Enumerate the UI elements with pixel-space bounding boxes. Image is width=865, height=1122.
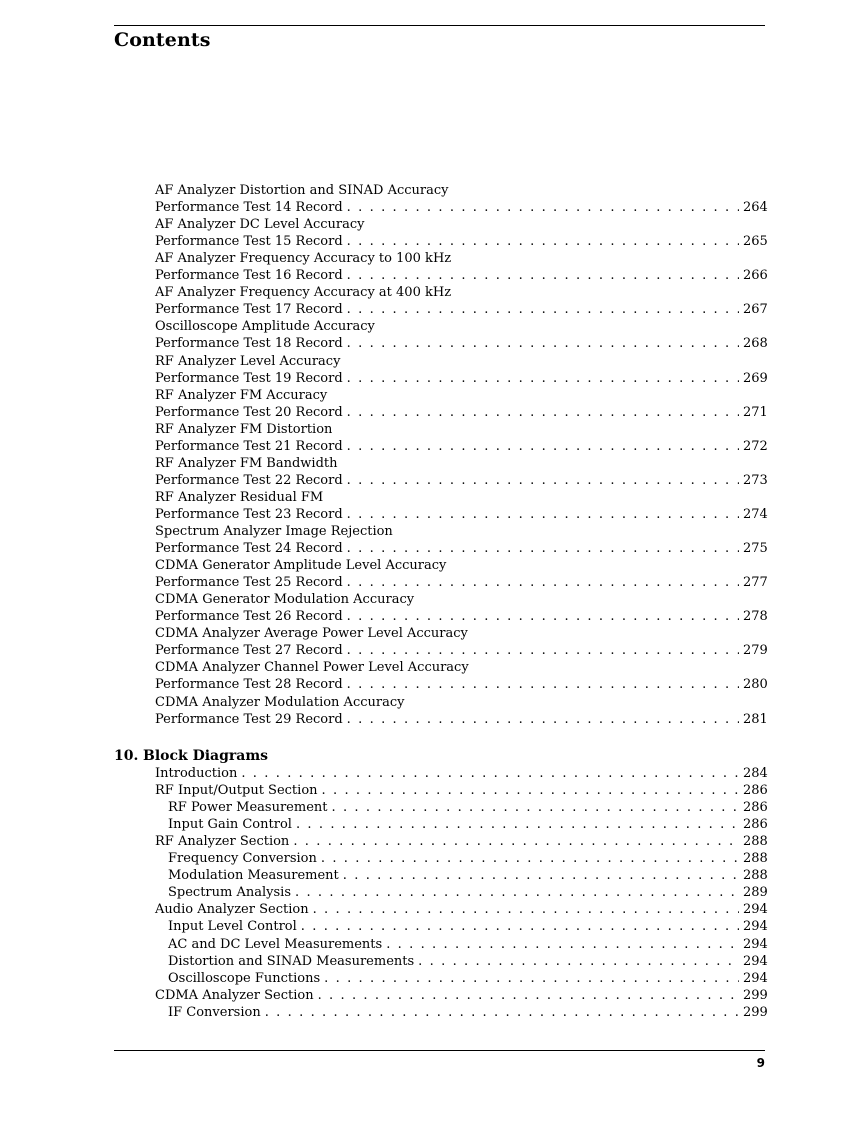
dot-leader [343,867,739,884]
toc-subsection-entry[interactable] [168,799,768,816]
toc-section-title[interactable]: AF Analyzer Distortion and SINAD Accuracy [155,183,449,198]
toc-entry-label: IF Conversion [168,1004,261,1020]
toc-section-entry[interactable] [155,765,768,782]
header-rule [114,25,765,26]
toc-section-title[interactable]: AF Analyzer Frequency Accuracy at 400 kHz [155,285,452,301]
dot-leader [322,782,739,799]
toc-section-title[interactable]: AF Analyzer DC Level Accuracy [155,217,365,233]
toc-entry-page: 275 [743,541,768,557]
dot-leader [301,918,739,935]
toc-record-entry[interactable] [155,676,768,693]
toc-entry-page: 264 [743,200,768,216]
toc-entry-page: 299 [743,1004,768,1020]
dot-leader [347,711,739,728]
dot-leader [347,404,739,421]
toc-entry-page: 284 [743,766,768,781]
toc-subsection-entry[interactable] [168,936,768,953]
toc-entry-label: Performance Test 22 Record [155,472,343,488]
toc-entry-label: Performance Test 21 Record [155,438,343,454]
toc-record-entry[interactable] [155,506,768,523]
toc-entry-page: 272 [743,438,768,454]
toc-section-entry[interactable] [155,987,768,1004]
dot-leader [241,765,739,782]
toc-entry-page: 280 [743,677,768,693]
chapter-title: Block Diagrams [143,748,269,764]
dot-leader [347,438,739,455]
toc-entry-label: Performance Test 18 Record [155,336,343,352]
toc-entry-page: 289 [743,885,768,901]
toc-entry-label: Performance Test 14 Record [155,200,343,216]
toc-entry-label: Performance Test 15 Record [155,234,343,250]
dot-leader [318,987,739,1004]
toc-entry-label: Input Gain Control [168,817,292,833]
toc-entry-label: Spectrum Analysis [168,885,291,901]
toc-record-entry[interactable] [155,711,768,728]
toc-record-entry[interactable] [155,438,768,455]
toc-entry-page: 286 [743,783,768,799]
dot-leader [347,574,739,591]
toc-entry-label: Oscilloscope Functions [168,970,321,986]
dot-leader [347,267,739,284]
toc-entry-page: 294 [743,936,768,952]
toc-record-entry[interactable] [155,404,768,421]
toc-section-title[interactable]: RF Analyzer FM Distortion [155,421,333,437]
dot-leader [347,540,739,557]
toc-record-entry[interactable] [155,199,768,216]
toc-record-entry[interactable] [155,370,768,387]
toc-section-title[interactable]: CDMA Analyzer Channel Power Level Accuracy [155,660,469,676]
toc-entry-page: 288 [743,868,768,884]
toc-entry-page: 273 [743,472,768,488]
toc-entry-label: Audio Analyzer Section [155,902,309,918]
toc-record-entry[interactable] [155,335,768,352]
toc-subsection-entry[interactable] [168,953,768,970]
toc-section-title[interactable]: RF Analyzer FM Accuracy [155,387,328,403]
dot-leader [293,833,739,850]
toc-entry-page: 266 [743,268,768,284]
footer-rule [114,1050,765,1051]
toc-section-title[interactable]: RF Analyzer Level Accuracy [155,353,341,369]
toc-entry-page: 299 [743,987,768,1003]
toc-entry-page: 286 [743,800,768,816]
toc-entry-label: RF Analyzer Section [155,834,290,850]
toc-subsection-entry[interactable] [168,816,768,833]
toc-entry-page: 286 [743,817,768,833]
dot-leader [313,901,739,918]
toc-subsection-entry[interactable] [168,867,768,884]
dot-leader [265,1004,739,1021]
dot-leader [347,370,739,387]
toc-entry-label: AC and DC Level Measurements [168,936,383,952]
toc-entry-label: Performance Test 28 Record [155,677,343,693]
toc-entry-page: 268 [743,336,768,352]
toc-entry-label: Modulation Measurement [168,868,339,884]
toc-section-entry[interactable] [155,901,768,918]
dot-leader [347,608,739,625]
toc-section-title[interactable]: RF Analyzer Residual FM [155,489,324,505]
toc-entry-page: 294 [743,970,768,986]
toc-entry-page: 294 [743,902,768,918]
toc-entry-page: 265 [743,234,768,250]
toc-section-title[interactable]: CDMA Analyzer Modulation Accuracy [155,694,405,710]
toc-subsection-entry[interactable] [168,1004,768,1021]
toc-entry-page: 271 [743,404,768,420]
toc-entry-label: Performance Test 19 Record [155,370,343,386]
toc-entry-page: 288 [743,834,768,850]
toc-entry-page: 274 [743,506,768,522]
toc-record-entry[interactable] [155,540,768,557]
toc-section-title[interactable]: AF Analyzer Frequency Accuracy to 100 kHz [155,251,452,267]
toc-section-title[interactable]: CDMA Analyzer Average Power Level Accuracy [155,626,468,642]
toc-record-entry[interactable] [155,642,768,659]
toc-subsection-entry[interactable] [168,970,768,987]
dot-leader [347,642,739,659]
dot-leader [347,335,739,352]
dot-leader [418,953,739,970]
toc-entry-label: Performance Test 16 Record [155,268,343,284]
page-number: 9 [756,1056,765,1070]
toc-entry-label: Performance Test 27 Record [155,643,343,659]
toc-subsection-entry[interactable] [168,918,768,935]
dot-leader [347,233,739,250]
toc-entry-page: 294 [743,953,768,969]
toc-entry-label: RF Input/Output Section [155,783,318,799]
dot-leader [321,850,739,867]
toc-record-entry[interactable] [155,608,768,625]
dot-leader [347,301,739,318]
toc-entry-page: 279 [743,643,768,659]
toc-entry-label: Performance Test 26 Record [155,609,343,625]
dot-leader [324,970,739,987]
toc-entry-label: Introduction [155,766,238,781]
toc-section-title[interactable]: Oscilloscope Amplitude Accuracy [155,319,375,335]
toc-entry-label: Performance Test 24 Record [155,541,343,557]
toc-entry-label: Performance Test 17 Record [155,302,343,318]
dot-leader [295,884,739,901]
toc-entry-label: CDMA Analyzer Section [155,987,314,1003]
toc-entry-page: 267 [743,302,768,318]
dot-leader [347,506,739,523]
toc-subsection-entry[interactable] [168,850,768,867]
toc-entry-label: Distortion and SINAD Measurements [168,953,415,969]
chapter-number: 10. [114,748,139,764]
toc-record-entry[interactable] [155,472,768,489]
toc-entry-page: 288 [743,851,768,867]
toc-record-entry[interactable] [155,574,768,591]
toc-entry-label: Performance Test 20 Record [155,404,343,420]
toc-record-entry[interactable] [155,267,768,284]
toc-entry-page: 281 [743,711,768,727]
toc-section-title[interactable]: Spectrum Analyzer Image Rejection [155,524,393,539]
dot-leader [347,472,739,489]
toc-section-title[interactable]: CDMA Generator Amplitude Level Accuracy [155,558,447,574]
toc-entry-label: Performance Test 23 Record [155,506,343,522]
toc-record-entry[interactable] [155,301,768,318]
toc-record-entry[interactable] [155,233,768,250]
toc-subsection-entry[interactable] [168,884,768,901]
dot-leader [386,936,739,953]
toc-section-title[interactable]: CDMA Generator Modulation Accuracy [155,592,415,608]
toc-entry-page: 269 [743,370,768,386]
page-title: Contents [114,29,211,51]
toc-entry-label: Performance Test 29 Record [155,711,343,727]
toc-entry-label: RF Power Measurement [168,800,328,816]
chapter-heading[interactable] [114,747,268,765]
dot-leader [347,676,739,693]
toc-entry-page: 277 [743,575,768,591]
toc-entry-label: Frequency Conversion [168,851,317,867]
toc-entry-label: Input Level Control [168,919,297,935]
toc-section-title[interactable]: RF Analyzer FM Bandwidth [155,455,338,471]
toc-entry-page: 278 [743,609,768,625]
toc-section-entry[interactable] [155,833,768,850]
dot-leader [347,199,739,216]
toc-entry-page: 294 [743,919,768,935]
toc-section-entry[interactable] [155,782,768,799]
dot-leader [331,799,739,816]
toc-entry-label: Performance Test 25 Record [155,575,343,591]
dot-leader [296,816,739,833]
